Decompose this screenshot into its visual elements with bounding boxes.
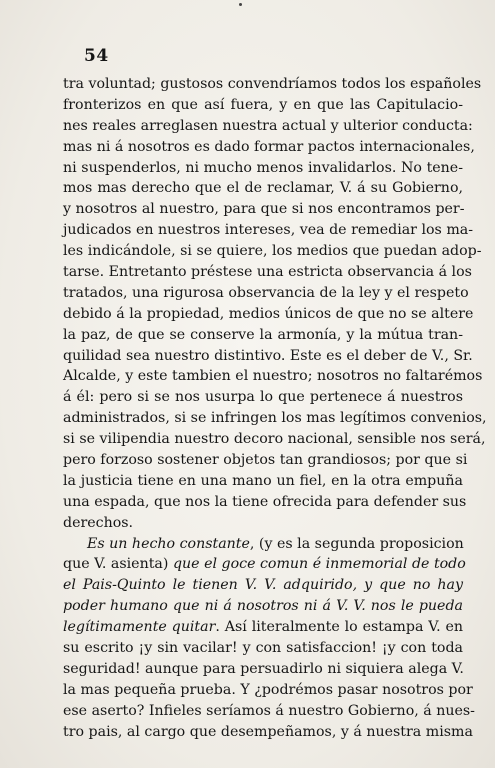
text-segment: tarse. Entretanto préstese una estricta observancia á los [63,264,472,281]
text-line [63,534,463,555]
text-segment: judicados en nuestros intereses, vea de remediar los ma- [63,222,474,239]
text-segment: tra voluntad; gustosos convendríamos todos los españoles [63,76,482,92]
text-line [63,492,467,513]
text-segment: tratados, una rigurosa observancia de la ley y el respeto [63,284,469,301]
text-line [63,680,473,701]
text-segment: mos mas derecho que el de reclamar, V. á su Gobierno, [63,180,463,197]
text-line [63,554,466,575]
text-line [63,304,474,325]
text-segment: pero forzoso sostener objetos tan grandiosos; por que si [63,452,468,469]
text-line [63,178,463,199]
text-line [63,471,463,492]
text-segment: ese aserto? Infieles seríamos á nuestro Gobierno, á nues- [63,702,475,719]
text-line [63,74,482,95]
text-line [63,199,463,220]
text-line [63,701,475,722]
text-line [63,429,486,450]
text-line [63,659,463,680]
text-line [63,450,468,471]
text-segment: nes reales arreglasen nuestra actual y ulterior conducta: [63,117,473,134]
text-segment: administrados, si se infringen los mas legítimos convenios, [63,410,487,427]
text-segment: fronterizos en que así fuera, y en que las Capitulacio- [63,96,463,113]
italic-text: legítimamente quitar [63,619,216,636]
italic-text: que el goce comun é inmemorial de todo [172,556,466,573]
text-segment: ni suspenderlos, ni mucho menos invalidarlos. No tene- [63,159,463,176]
text-segment: tro pais, al cargo que desempeñamos, y á nuestra misma [63,723,473,740]
italic-text: poder humano que ni á nosotros ni á V. V. nos le pueda [63,598,463,615]
text-line [63,408,487,429]
text-segment: derechos. [63,514,134,531]
text-segment: si se vilipendia nuestro decoro nacional, sensible nos será, [63,431,486,448]
text-line [63,262,472,283]
text-segment: la mas pequeña prueba. Y ¿podrémos pasar nosotros por [63,681,473,698]
text-line [63,513,463,534]
text-line [63,137,475,158]
text-line [63,638,463,659]
italic-text: Es un hecho constante [87,535,250,552]
text-segment: mas ni á nosotros es dado formar pactos internacionales, [63,138,475,155]
text-segment: les indicándole, si se quiere, los medios que puedan adop- [63,243,482,260]
text-line [63,241,482,262]
italic-text: el Pais-Quinto le tienen V. V. adquirido, y que no hay [63,577,463,594]
text-segment: . Así literalmente lo estampa V. en [215,619,463,636]
text-line [63,617,463,638]
text-segment: , (y es la segunda proposicion [249,535,464,552]
text-segment: una espada, que nos la tiene ofrecida para defender sus [63,493,467,510]
text-line [63,325,463,346]
text-segment: que V. asienta) [63,556,173,573]
text-line [63,95,463,116]
text-line [63,346,473,367]
text-segment: la paz, de que se conserve la armonía, y la mútua tran- [63,326,463,343]
text-line [63,596,463,617]
text-segment: quilidad sea nuestro distintivo. Este es el deber de V., Sr. [63,347,473,364]
text-segment: la justicia tiene en una mano un fiel, en la otra empuña [63,472,463,489]
text-line [63,366,483,387]
text-line [63,722,473,743]
text-line [63,220,474,241]
print-mark [239,3,242,6]
text-segment: á él: pero si se nos usurpa lo que pertenece á nuestros [63,389,463,406]
text-segment: Alcalde, y este tambien el nuestro; nosotros no faltarémos [63,368,483,385]
text-line [63,283,469,304]
text-segment: debido á la propiedad, medios únicos de que no se altere [63,305,474,322]
text-line [63,387,463,408]
text-segment: seguridad! aunque para persuadirlo ni siquiera alega V. [63,660,464,677]
text-line [63,158,463,179]
text-segment: su escrito ¡y sin vacilar! y con satisfaccion! ¡y con toda [63,640,463,657]
text-segment: y nosotros al nuestro, para que si nos encontramos per- [63,201,465,218]
body-text [63,74,487,743]
text-line [63,116,473,137]
page-number: 54 [84,46,109,66]
text-line [63,575,463,596]
